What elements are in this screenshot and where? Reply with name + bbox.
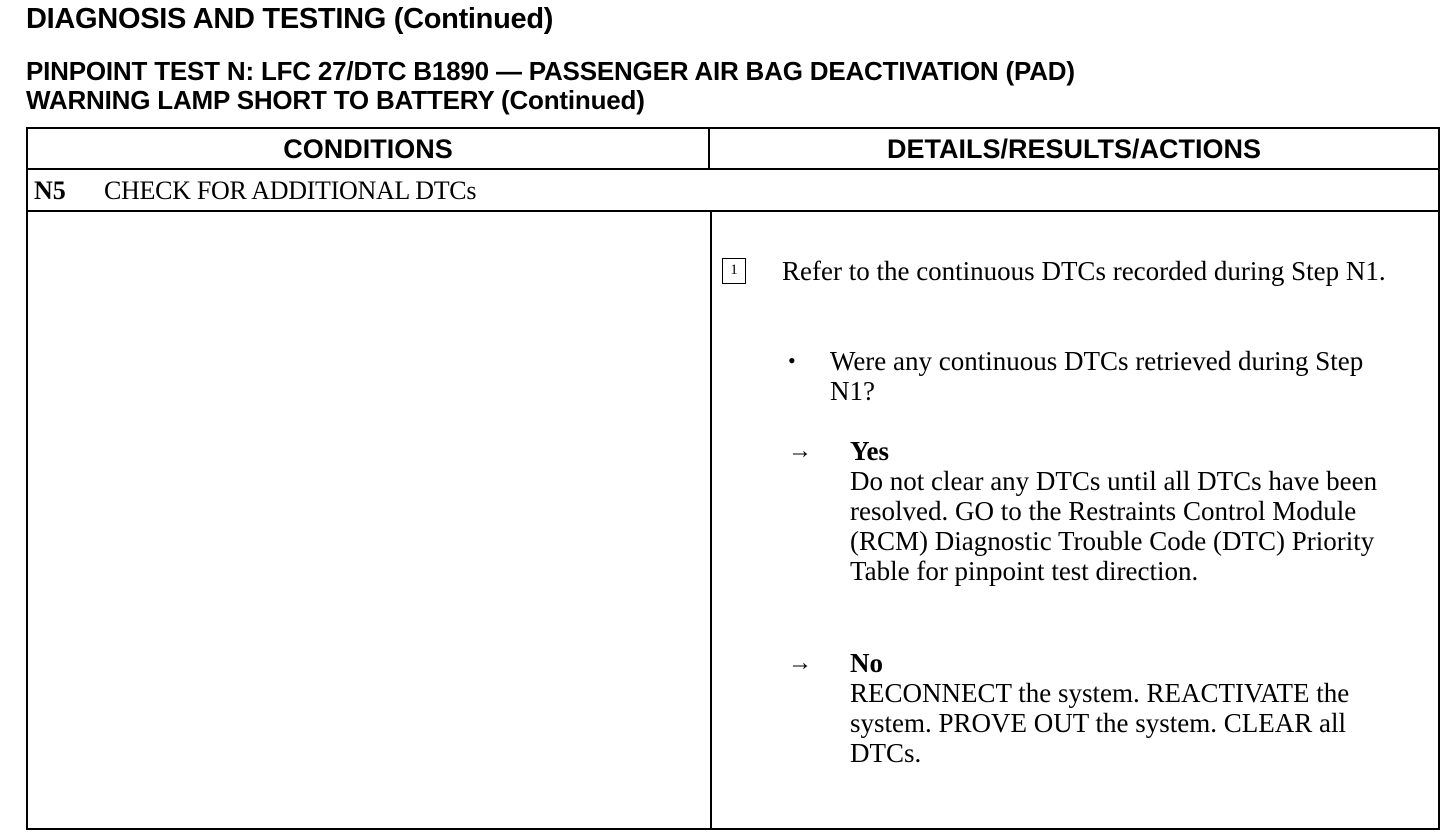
action-number-box: 1 — [722, 258, 746, 284]
header-conditions: CONDITIONS — [28, 129, 710, 168]
question-text: Were any continuous DTCs retrieved during Step N1? — [830, 346, 1364, 406]
pinpoint-test-title — [26, 57, 1426, 115]
header-details-results-actions: DETAILS/RESULTS/ACTIONS — [886, 134, 1261, 164]
step-number: N5 — [34, 176, 66, 205]
section-title: DIAGNOSIS AND TESTING (Continued) — [26, 3, 554, 35]
pinpoint-test-table — [26, 127, 1440, 830]
result-yes-action: Do not clear any DTCs until all DTCs have been resolved. GO to the Restraints Control Module (RCM) Diagnostic Trouble Code (DTC) Priority Table for pinpoint test direction. — [850, 466, 1378, 586]
result-no-action: RECONNECT the system. REACTIVATE the system. PROVE OUT the system. CLEAR all DTCs. — [850, 678, 1350, 768]
details-cell — [712, 212, 1438, 828]
step-row — [28, 170, 1438, 212]
step-body-row — [28, 212, 1438, 828]
step-title: CHECK FOR ADDITIONAL DTCs — [104, 176, 477, 205]
conditions-cell — [28, 212, 712, 828]
test-title-line-2: WARNING LAMP SHORT TO BATTERY (Continued) — [26, 85, 645, 115]
action-instruction: Refer to the continuous DTCs recorded during Step N1. — [782, 256, 1386, 286]
result-no-label: No — [850, 648, 883, 678]
test-title-line-1: PINPOINT TEST N: LFC 27/DTC B1890 — PASSENGER AIR BAG DEACTIVATION (PAD) — [26, 56, 1075, 86]
bullet-icon: • — [788, 348, 796, 373]
arrow-right-icon: → — [788, 650, 812, 676]
result-yes-label: Yes — [850, 436, 889, 466]
arrow-right-icon: → — [788, 438, 812, 464]
table-header-row — [28, 129, 1438, 170]
